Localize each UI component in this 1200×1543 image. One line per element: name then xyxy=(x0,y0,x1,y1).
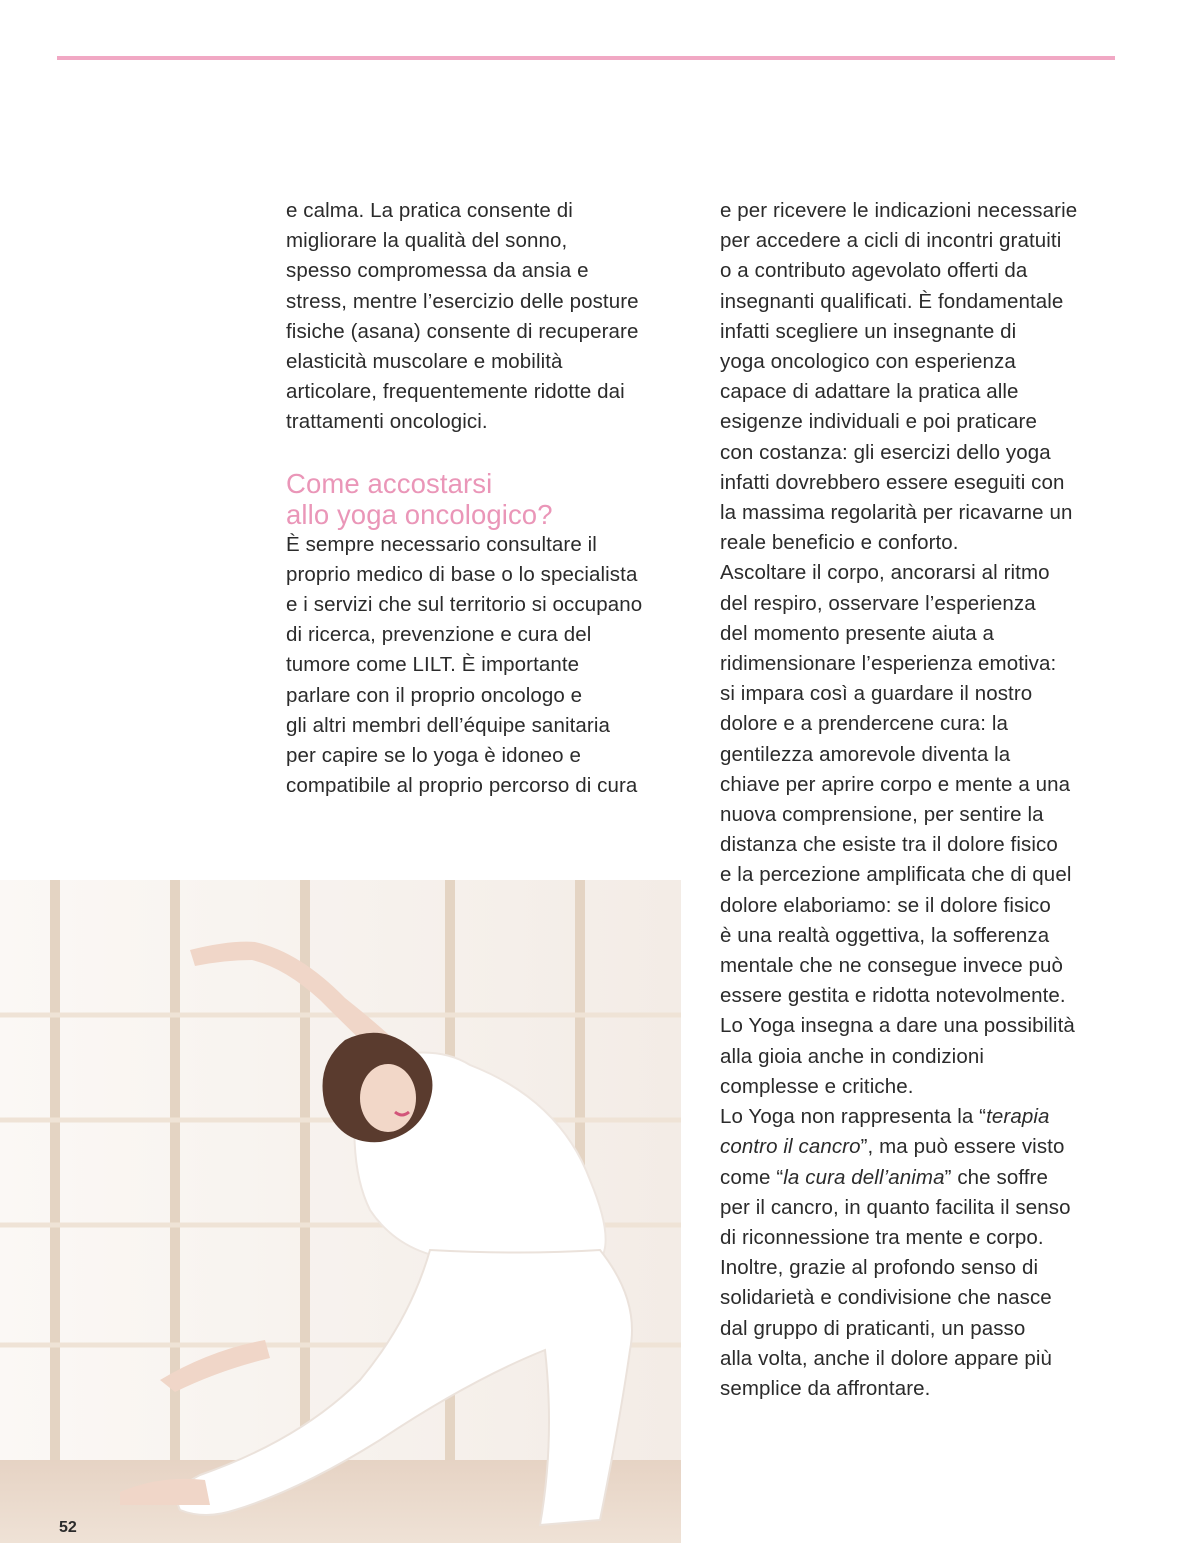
top-accent-rule xyxy=(57,56,1115,60)
text-line: solidarietà e condivisione che nasce xyxy=(720,1286,1052,1310)
text-line: spesso compromessa da ansia e xyxy=(286,259,589,283)
text-line: dal gruppo di praticanti, un passo xyxy=(720,1316,1026,1340)
text-line xyxy=(720,1132,1130,1162)
text-line: dolore elaboriamo: se il dolore fisico xyxy=(720,893,1051,917)
yoga-photo xyxy=(0,880,681,1543)
text-line: semplice da affrontare. xyxy=(720,1376,931,1400)
text-line xyxy=(720,1102,1130,1132)
text-line: Ascoltare il corpo, ancorarsi al ritmo xyxy=(720,561,1050,585)
text-line: del momento presente aiuta a xyxy=(720,621,995,645)
text-line: e la percezione amplificata che di quel xyxy=(720,863,1072,887)
page-number: 52 xyxy=(59,1519,77,1536)
text-line: elasticità muscolare e mobilità xyxy=(286,350,563,374)
text-line: per accedere a cicli di incontri gratuiti xyxy=(720,229,1062,253)
text-line: Lo Yoga insegna a dare una possibilità xyxy=(720,1014,1075,1038)
text-line: Inoltre, grazie al profondo senso di xyxy=(720,1256,1039,1280)
heading-line: Come accostarsi xyxy=(286,467,493,499)
text-line: infatti scegliere un insegnante di xyxy=(720,319,1017,343)
heading-line: allo yoga oncologico? xyxy=(286,498,553,530)
text-line: la massima regolarità per ricavarne un xyxy=(720,501,1073,525)
text-line: gli altri membri dell’équipe sanitaria xyxy=(286,713,610,737)
text-line: complesse e critiche. xyxy=(720,1074,914,1098)
text-line: per capire se lo yoga è idoneo e xyxy=(286,744,581,768)
text-line: del respiro, osservare l’esperienza xyxy=(720,591,1036,615)
right-column xyxy=(720,196,1130,1404)
text-line: infatti dovrebbero essere eseguiti con xyxy=(720,470,1065,494)
yoga-illustration xyxy=(0,880,681,1543)
text-line: e calma. La pratica consente di xyxy=(286,199,573,222)
text-line: o a contributo agevolato offerti da xyxy=(720,259,1028,283)
text-line: e i servizi che sul territorio si occupano xyxy=(286,593,643,617)
text-line: esigenze individuali e poi praticare xyxy=(720,410,1037,434)
text-line: è una realtà oggettiva, la sofferenza xyxy=(720,923,1050,947)
text-line: capace di adattare la pratica alle xyxy=(720,380,1019,404)
text-line: chiave per aprire corpo e mente a una xyxy=(720,772,1071,796)
text-line xyxy=(720,1163,1130,1193)
spacer xyxy=(286,438,686,468)
text-line: alla gioia anche in condizioni xyxy=(720,1044,984,1068)
section-heading xyxy=(286,468,686,530)
text-fragment: Lo Yoga non rappresenta la “ xyxy=(720,1105,987,1129)
text-line: ridimensionare l’esperienza emotiva: xyxy=(720,652,1057,676)
text-line: dolore e a prendercene cura: la xyxy=(720,712,1009,736)
text-line: insegnanti qualificati. È fondamentale xyxy=(720,289,1064,313)
text-line: yoga oncologico con esperienza xyxy=(720,350,1016,374)
text-line: migliorare la qualità del sonno, xyxy=(286,229,568,253)
italic-fragment: terapia xyxy=(986,1105,1050,1129)
text-line: È sempre necessario consultare il xyxy=(286,532,597,556)
italic-fragment: contro il cancro xyxy=(720,1135,861,1159)
text-line: nuova comprensione, per sentire la xyxy=(720,803,1044,827)
text-line: gentilezza amorevole diventa la xyxy=(720,742,1011,766)
text-fragment: ”, ma può essere visto xyxy=(860,1135,1065,1159)
text-line: si impara così a guardare il nostro xyxy=(720,682,1033,706)
body-paragraph xyxy=(286,530,686,802)
text-line: parlare con il proprio oncologo e xyxy=(286,683,583,707)
text-line: fisiche (asana) consente di recuperare xyxy=(286,319,639,343)
text-fragment: come “ xyxy=(720,1165,784,1189)
text-line: di riconnessione tra mente e corpo. xyxy=(720,1225,1044,1249)
text-line: stress, mentre l’esercizio delle posture xyxy=(286,289,639,313)
text-line: di ricerca, prevenzione e cura del xyxy=(286,623,592,647)
text-line: mentale che ne consegue invece può xyxy=(720,954,1064,978)
text-line: trattamenti oncologici. xyxy=(286,410,488,434)
text-line: essere gestita e ridotta notevolmente. xyxy=(720,984,1066,1008)
text-line: compatibile al proprio percorso di cura xyxy=(286,774,638,798)
italic-fragment: la cura dell’anima xyxy=(783,1165,945,1189)
text-line: tumore come LILT. È importante xyxy=(286,653,580,677)
text-line: distanza che esiste tra il dolore fisico xyxy=(720,833,1058,857)
text-line: per il cancro, in quanto facilita il senso xyxy=(720,1195,1071,1219)
text-line: con costanza: gli esercizi dello yoga xyxy=(720,440,1051,464)
text-line: e per ricevere le indicazioni necessarie xyxy=(720,199,1078,222)
text-line: alla volta, anche il dolore appare più xyxy=(720,1346,1053,1370)
left-column xyxy=(286,196,686,801)
text-line: proprio medico di base o lo specialista xyxy=(286,562,638,586)
intro-paragraph xyxy=(286,196,686,438)
text-line: reale beneficio e conforto. xyxy=(720,531,959,555)
text-fragment: ” che soffre xyxy=(944,1165,1048,1189)
text-line: articolare, frequentemente ridotte dai xyxy=(286,380,625,404)
